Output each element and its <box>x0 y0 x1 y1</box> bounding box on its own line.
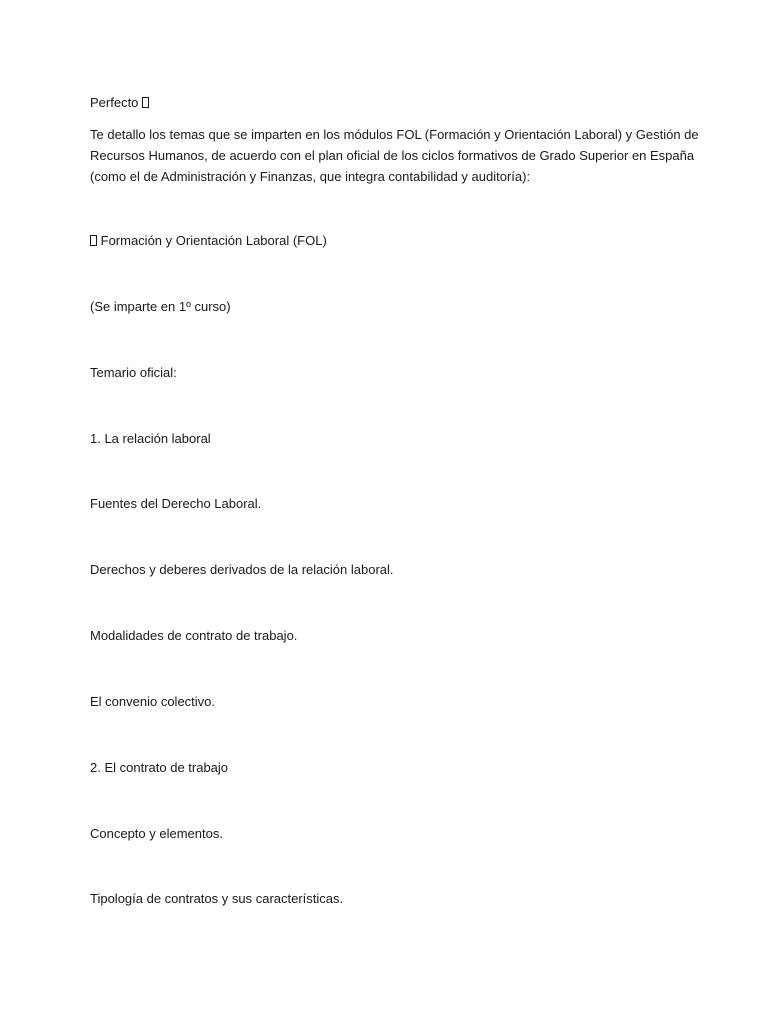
course-note: (Se imparte en 1º curso) <box>90 299 231 314</box>
missing-emoji-icon <box>142 97 149 108</box>
greeting-text: Perfecto <box>90 95 139 110</box>
intro-paragraph <box>90 124 699 187</box>
unit-2-item: Concepto y elementos. <box>90 826 223 841</box>
unit-1-item: Modalidades de contrato de trabajo. <box>90 628 298 643</box>
section-heading <box>90 230 690 251</box>
intro-line-1: Te detallo los temas que se imparten en los módulos FOL (Formación y Orientación Laboral) y Gestión de <box>90 127 699 142</box>
greeting-line <box>90 92 690 113</box>
syllabus-label: Temario oficial: <box>90 365 177 380</box>
unit-1-item: El convenio colectivo. <box>90 694 216 709</box>
unit-1-item: Derechos y deberes derivados de la relación laboral. <box>90 562 394 577</box>
intro-line-2: Recursos Humanos, de acuerdo con el plan oficial de los ciclos formativos de Grado Superior en España <box>90 148 695 163</box>
unit-1-title: 1. La relación laboral <box>90 431 211 446</box>
section-heading-text: Formación y Orientación Laboral (FOL) <box>100 233 327 248</box>
unit-1-item: Fuentes del Derecho Laboral. <box>90 496 262 511</box>
missing-emoji-icon <box>90 235 97 246</box>
intro-line-3: (como el de Administración y Finanzas, que integra contabilidad y auditoría): <box>90 169 531 184</box>
unit-2-title: 2. El contrato de trabajo <box>90 760 229 775</box>
unit-2-item: Tipología de contratos y sus características. <box>90 891 344 906</box>
